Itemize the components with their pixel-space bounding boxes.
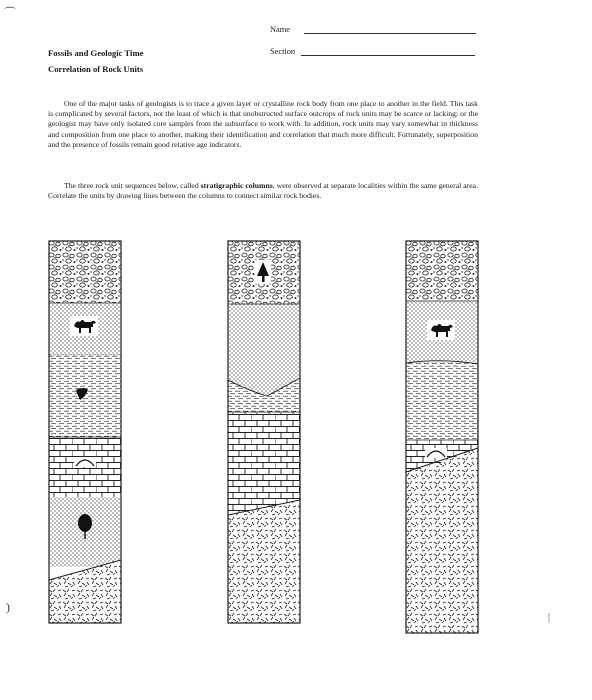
stratigraphic-column-middle: [227, 240, 301, 624]
layer-crystalline: [49, 560, 121, 623]
stratigraphic-column-left: [48, 240, 122, 624]
stratigraphic-columns-term: stratigraphic columns: [200, 181, 273, 190]
stratigraphic-column-right: [405, 240, 479, 634]
name-line[interactable]: [304, 24, 476, 34]
instruction-text-1: The three rock unit sequences below, called: [64, 181, 201, 190]
layer-conglomerate: [406, 241, 478, 301]
section-line[interactable]: [301, 46, 475, 56]
layer-crystalline: [406, 448, 478, 633]
scan-mark-top: ⌒: [4, 6, 17, 20]
intro-paragraph: One of the major tasks of geologists is to trace a given layer or crystalline rock body from one place to another in the field. This task is complicated by several factors, not the least of which is that unobstructed surface outcrops of rock units may be scarce or lacking; or the geologist may have only isolated core samples from the subsurface to work with. In addition, rock units may vary somewhat in thickness and composition from one place to another, making their identification and correlation that much more difficult. Fortunately, superposition and the presence of fossils remain good relative age indicators.: [48, 99, 478, 149]
title: Fossils and Geologic Time: [48, 48, 144, 58]
instruction-paragraph: [48, 181, 478, 201]
camel-fossil-icon: [70, 316, 98, 336]
tree-fossil-icon: [255, 260, 271, 284]
layer-limestone: [228, 412, 300, 512]
layer-crystalline: [228, 500, 300, 623]
section-field[interactable]: [270, 46, 475, 56]
section-label: Section: [270, 47, 296, 56]
name-field[interactable]: [270, 24, 476, 34]
shell-fossil-icon: [74, 457, 96, 467]
layer-shale: [49, 355, 121, 437]
instruction-text-2: , were observed at separate localities within the same general area. Correlate the units by drawing lines between the columns to connect similar rock bodies.: [48, 181, 478, 201]
layer-shale: [406, 363, 478, 440]
name-label: Name: [270, 25, 290, 34]
camel-fossil-icon: [427, 320, 455, 340]
scan-mark-bottom: ): [6, 600, 10, 614]
layer-conglomerate: [49, 241, 121, 303]
subtitle: Correlation of Rock Units: [48, 64, 144, 74]
worksheet-title: [48, 45, 143, 77]
shell-fossil-icon: [425, 448, 447, 458]
scan-mark-right: |: [548, 612, 551, 623]
